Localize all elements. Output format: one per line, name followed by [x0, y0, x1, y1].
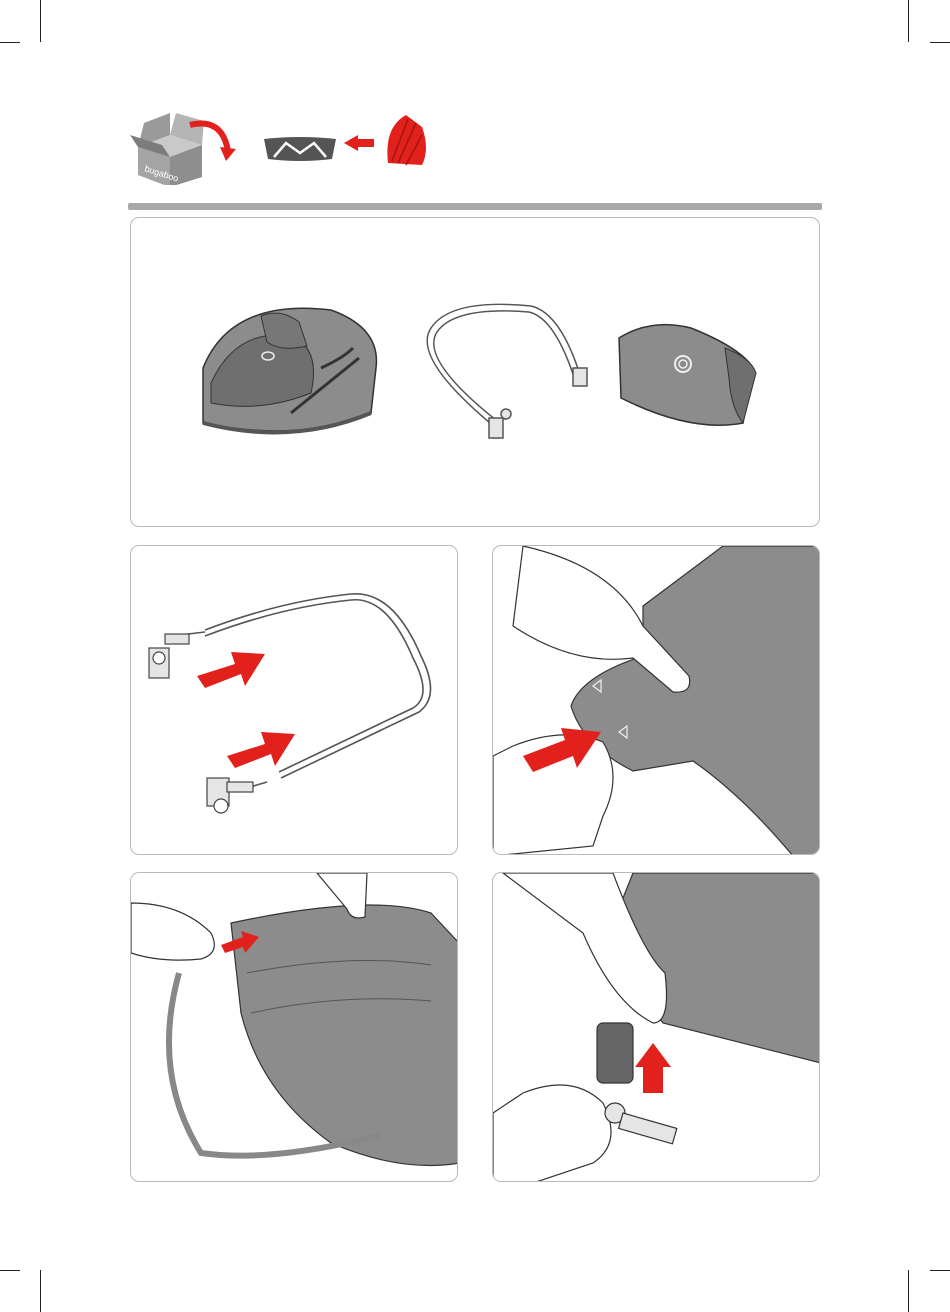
open-box-icon — [130, 113, 236, 185]
contents-panel — [130, 217, 820, 527]
step-2-panel — [492, 545, 820, 855]
crop-mark — [930, 1270, 950, 1271]
crop-mark — [0, 42, 20, 43]
insert-arrow-icon — [344, 135, 374, 151]
carrycot-item — [203, 308, 376, 432]
step-3-panel — [130, 872, 458, 1182]
step-1-panel — [130, 545, 458, 855]
crop-mark — [908, 0, 909, 42]
header-icons — [130, 105, 440, 185]
insert-arrow-red — [227, 732, 295, 768]
apron-item — [619, 325, 756, 426]
crop-mark — [40, 0, 41, 42]
crop-mark — [40, 1270, 41, 1312]
bassinet-frame-icon — [264, 137, 336, 161]
lift-arrow-red — [635, 1043, 671, 1093]
carrycot-frame-item — [427, 304, 587, 438]
left-clip-illustration — [149, 634, 189, 678]
crop-mark — [0, 1270, 20, 1271]
step-4-panel — [492, 872, 820, 1182]
frame-illustration — [171, 594, 431, 792]
crop-mark — [908, 1270, 909, 1312]
bottom-clip-illustration — [207, 778, 253, 813]
crop-mark — [930, 42, 950, 43]
section-divider — [128, 203, 822, 210]
box-brand-text: bugaboo — [143, 163, 180, 184]
fabric-illustration — [231, 905, 458, 1166]
insert-arrow-red — [197, 652, 265, 688]
red-sun-canopy-icon — [387, 115, 426, 165]
